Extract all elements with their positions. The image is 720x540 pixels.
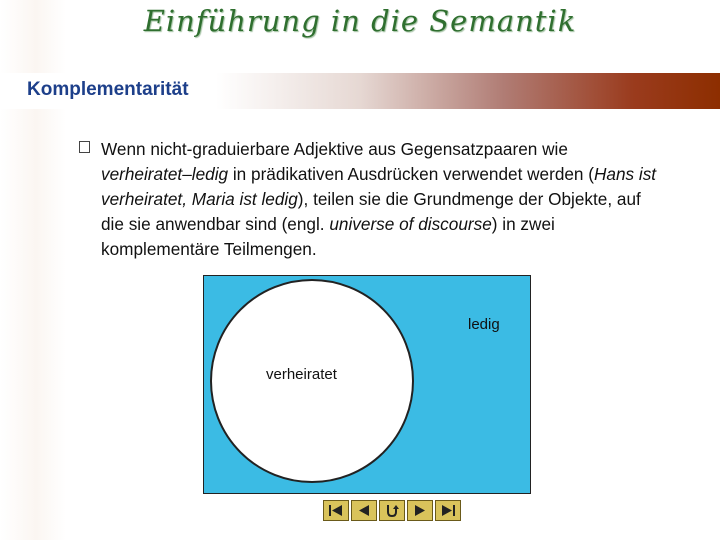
example-adjectives: verheiratet–ledig xyxy=(101,164,229,184)
last-slide-icon xyxy=(436,501,460,520)
slide-navigation xyxy=(323,500,463,521)
next-slide-button[interactable] xyxy=(407,500,433,521)
text-segment: ) in zwei komplementäre Teilmengen. xyxy=(101,214,555,259)
presentation-title: Einführung in die Semantik xyxy=(143,4,577,38)
english-term: universe of discourse xyxy=(329,214,492,234)
return-button[interactable] xyxy=(379,500,405,521)
last-slide-button[interactable] xyxy=(435,500,461,521)
return-icon xyxy=(380,501,404,520)
text-segment: ), teilen sie die Grundmenge der Objekte, auf die sie anwendbar sind (engl. xyxy=(101,189,641,234)
text-segment: in prädikativen Ausdrücken verwendet werden ( xyxy=(228,164,594,184)
slide-title: Komplementarität xyxy=(27,79,189,100)
label-ledig: ledig xyxy=(468,316,500,333)
first-slide-button[interactable] xyxy=(323,500,349,521)
text-segment: Wenn nicht-graduierbare Adjektive aus Gegensatzpaaren wie xyxy=(101,139,568,159)
bullet-icon xyxy=(79,141,90,153)
previous-slide-icon xyxy=(352,501,376,520)
bullet-text xyxy=(101,137,661,262)
example-sentences: Hans ist verheiratet, Maria ist ledig xyxy=(101,164,657,209)
next-slide-icon xyxy=(408,501,432,520)
first-slide-icon xyxy=(324,501,348,520)
label-verheiratet: verheiratet xyxy=(266,366,337,383)
previous-slide-button[interactable] xyxy=(351,500,377,521)
